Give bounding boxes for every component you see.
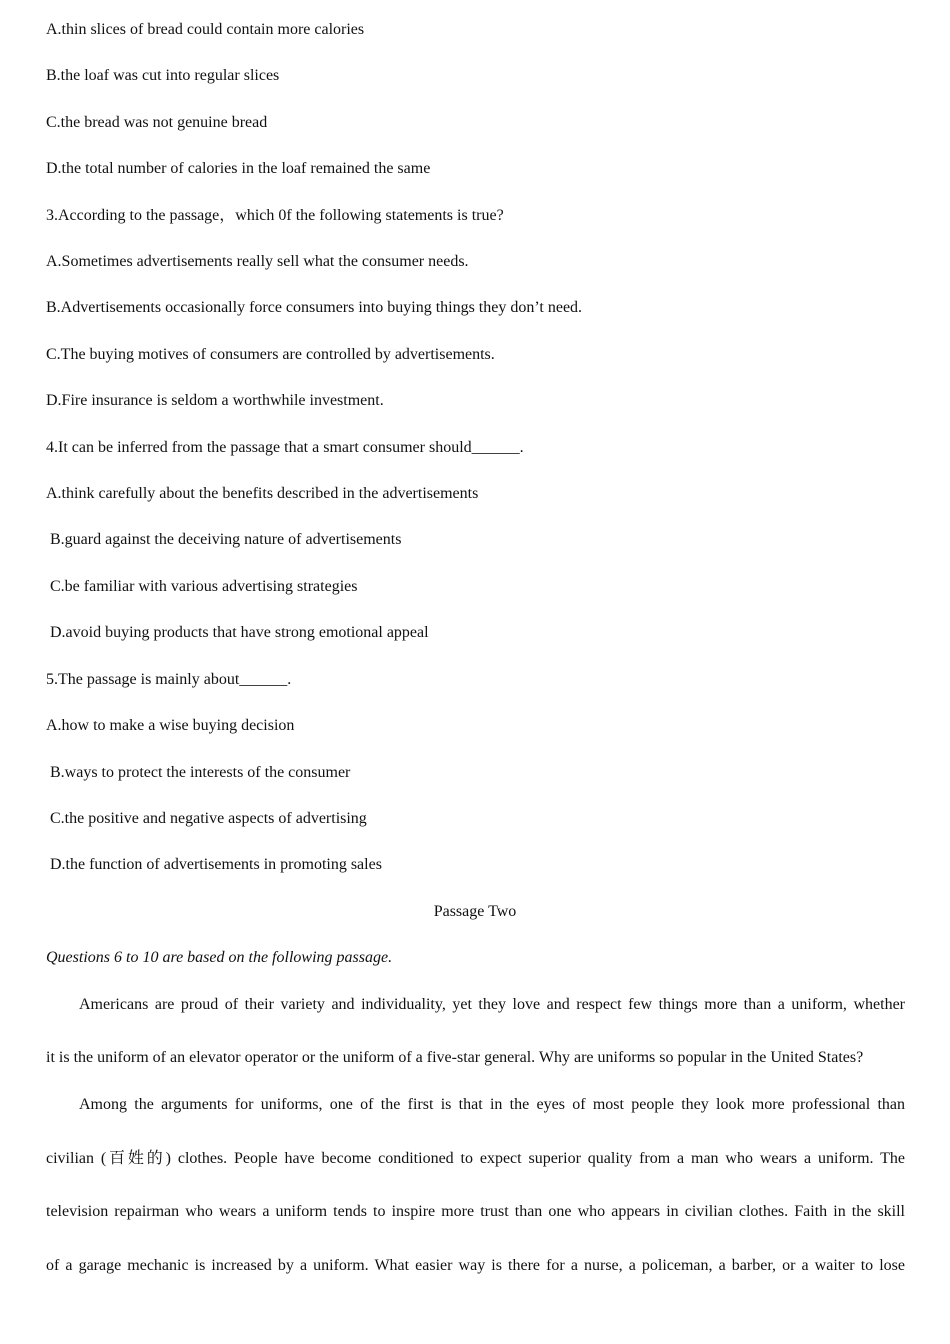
q2-option-a: A.thin slices of bread could contain more calories xyxy=(46,21,365,38)
q2-option-b: B.the loaf was cut into regular slices xyxy=(46,67,280,84)
q2-option-c: C.the bread was not genuine bread xyxy=(46,114,268,131)
q4-option-b: B.guard against the deceiving nature of advertisements xyxy=(50,531,402,548)
q3-option-b: B.Advertisements occasionally force consumers into buying things they don’t need. xyxy=(46,299,583,316)
q5-option-a: A.how to make a wise buying decision xyxy=(46,717,295,734)
q3-stem: 3.According to the passage，which 0f the following statements is true? xyxy=(46,207,504,224)
passage-title: Passage Two xyxy=(433,903,517,920)
q5-option-c: C.the positive and negative aspects of advertising xyxy=(50,810,367,827)
q2-option-d: D.the total number of calories in the loaf remained the same xyxy=(46,160,431,177)
para2-line-2: civilian (百姓的) clothes. People have become conditioned to expect superior quality from a man who wears a uniform. The xyxy=(46,1150,905,1167)
para1-line-2: it is the uniform of an elevator operator or the uniform of a five-star general. Why are uniforms so popular in the United States? xyxy=(46,1049,864,1066)
para2-line-4: of a garage mechanic is increased by a uniform. What easier way is there for a nurse, a policeman, a barber, or a waiter to lose xyxy=(46,1257,905,1274)
q4-option-a: A.think carefully about the benefits described in the advertisements xyxy=(46,485,479,502)
para2-line-3: television repairman who wears a uniform tends to inspire more trust than one who appears in civilian clothes. Faith in the skill xyxy=(46,1203,905,1220)
q3-option-d: D.Fire insurance is seldom a worthwhile investment. xyxy=(46,392,384,409)
q5-option-d: D.the function of advertisements in promoting sales xyxy=(50,856,382,873)
q4-stem: 4.It can be inferred from the passage that a smart consumer should______. xyxy=(46,439,524,456)
q4-option-c: C.be familiar with various advertising strategies xyxy=(50,578,358,595)
q5-stem: 5.The passage is mainly about______. xyxy=(46,671,292,688)
q4-option-d: D.avoid buying products that have strong emotional appeal xyxy=(50,624,429,641)
passage-instruction: Questions 6 to 10 are based on the following passage. xyxy=(46,949,393,966)
para2-line-1: Among the arguments for uniforms, one of the first is that in the eyes of most people they look more professional than xyxy=(79,1096,905,1113)
q3-option-a: A.Sometimes advertisements really sell what the consumer needs. xyxy=(46,253,469,270)
q5-option-b: B.ways to protect the interests of the consumer xyxy=(50,764,351,781)
q3-option-c: C.The buying motives of consumers are controlled by advertisements. xyxy=(46,346,495,363)
para1-line-1: Americans are proud of their variety and individuality, yet they love and respect few things more than a uniform, whether xyxy=(79,996,905,1013)
